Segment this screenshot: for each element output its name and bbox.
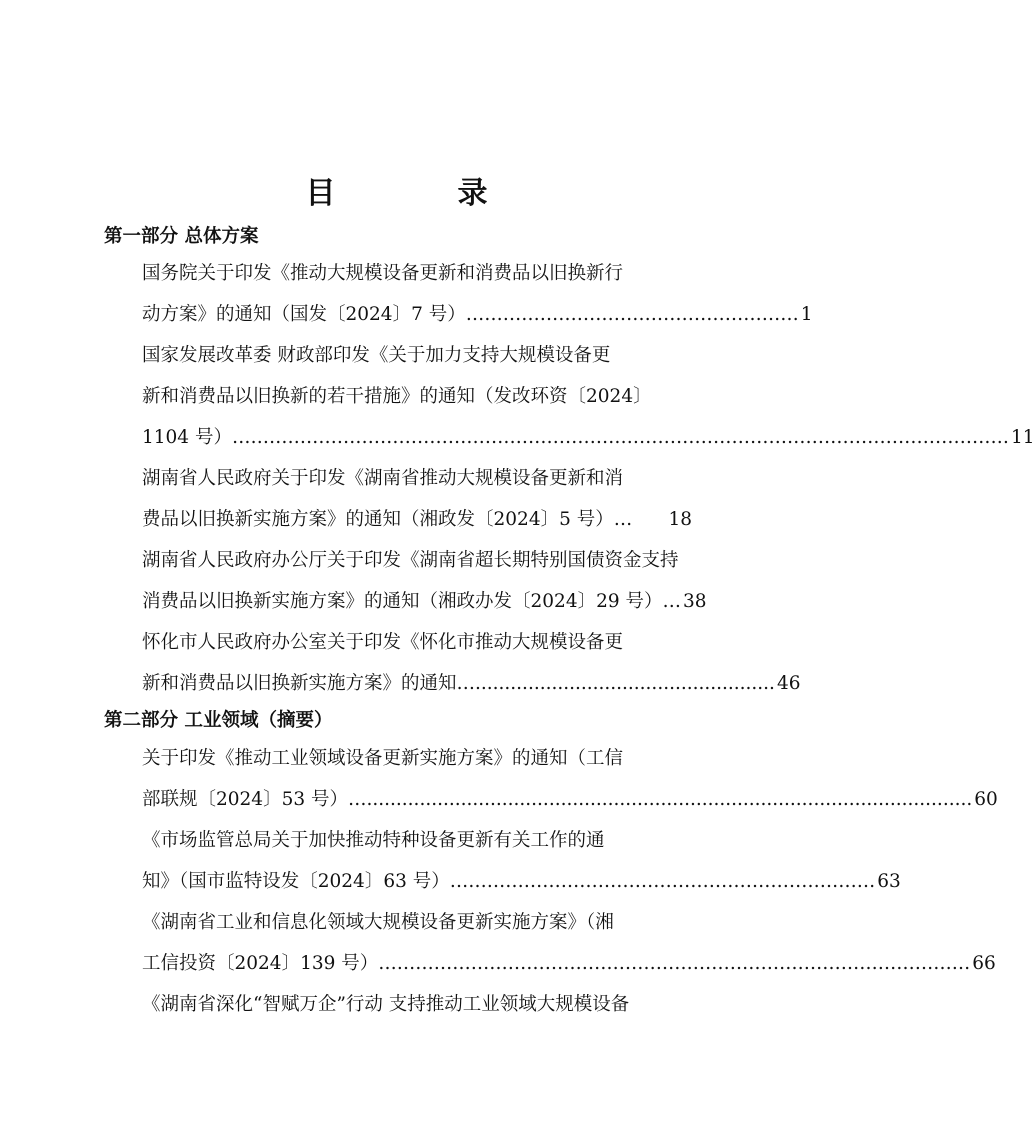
section-heading-part1: 第一部分 总体方案 (104, 226, 259, 247)
entry-text: 工信投资〔2024〕139 号） (142, 953, 379, 974)
dot-leader: …………………………………………………………………………………… (378, 953, 971, 974)
dot-leader: ……………………………………………………………………………………………………………… (231, 427, 1009, 448)
toc-entry-line: 国务院关于印发《推动大规模设备更新和消费品以旧换新行 (142, 263, 624, 284)
toc-entry-last-line[interactable] (142, 425, 1035, 451)
dot-leader: … (662, 591, 682, 612)
entry-text: 动方案》的通知（国发〔2024〕7 号） (142, 304, 466, 325)
toc-entry-line: 湖南省人民政府办公厅关于印发《湖南省超长期特别国债资金支持 (142, 550, 679, 571)
entry-text: 消费品以旧换新实施方案》的通知（湘政办发〔2024〕29 号） (142, 591, 663, 612)
page-number: 46 (776, 673, 801, 694)
toc-entry-last-line[interactable] (142, 787, 998, 813)
toc-entry-line: 怀化市人民政府办公室关于印发《怀化市推动大规模设备更 (142, 632, 624, 653)
dot-leader: …................................................... (456, 673, 775, 694)
toc-entry-last-line[interactable] (142, 671, 801, 697)
toc-entry-line: 《市场监管总局关于加快推动特种设备更新有关工作的通 (142, 830, 605, 851)
dot-leader: …………………………………………………………… (449, 871, 876, 892)
toc-entry-last-line[interactable] (142, 507, 692, 533)
toc-entry-line: 关于印发《推动工业领域设备更新实施方案》的通知（工信 (142, 748, 624, 769)
entry-text: 1104 号） (142, 427, 232, 448)
page-number: 38 (683, 591, 707, 612)
page-number: 60 (974, 789, 998, 810)
toc-entry-last-line[interactable] (142, 869, 901, 895)
page-title: 目 录 (305, 176, 534, 211)
toc-entry-line: 湖南省人民政府关于印发《湖南省推动大规模设备更新和消 (142, 468, 624, 489)
section-heading-part2: 第二部分 工业领域（摘要） (104, 710, 333, 731)
toc-entry-line: 国家发展改革委 财政部印发《关于加力支持大规模设备更 (142, 345, 611, 366)
dot-leader: …....................................................................................................... (348, 789, 973, 810)
dot-leader: ……………………………………………… (465, 304, 799, 325)
page-number: 1 (800, 304, 813, 325)
toc-entry-line: 新和消费品以旧换新的若干措施》的通知（发改环资〔2024〕 (142, 386, 652, 407)
page-number: 63 (877, 871, 901, 892)
page-number: 11 (1010, 427, 1035, 448)
page-number: 18 (668, 509, 692, 530)
page-number: 66 (972, 953, 996, 974)
toc-entry-last-line[interactable] (142, 951, 996, 977)
entry-text: 新和消费品以旧换新实施方案》的通知 (142, 673, 457, 694)
toc-entry-line: 《湖南省深化“智赋万企”行动 支持推动工业领域大规模设备 (142, 994, 630, 1015)
toc-entry-last-line[interactable] (142, 589, 707, 615)
entry-text: 费品以旧换新实施方案》的通知（湘政发〔2024〕5 号） (142, 509, 614, 530)
entry-text: 部联规〔2024〕53 号） (142, 789, 349, 810)
toc-entry-line: 《湖南省工业和信息化领域大规模设备更新实施方案》（湘 (142, 912, 614, 933)
entry-text: 知》（国市监特设发〔2024〕63 号） (142, 871, 450, 892)
dot-leader: … (613, 509, 633, 530)
toc-entry-last-line[interactable] (142, 302, 813, 328)
